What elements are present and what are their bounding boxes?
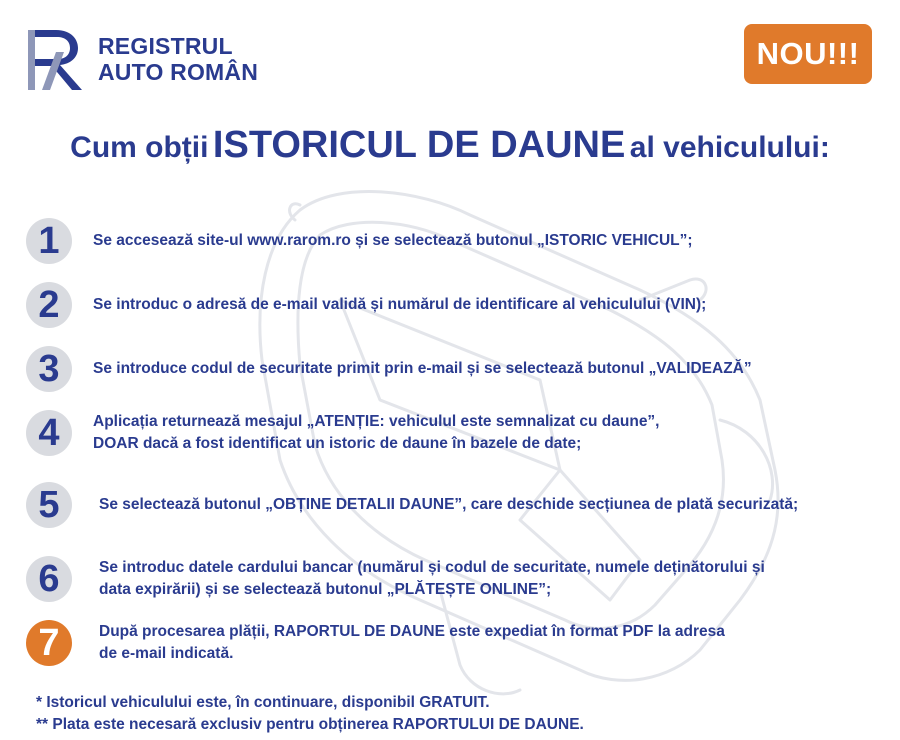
title-suffix: al vehiculului: — [629, 131, 830, 164]
step-number-3: 3 — [26, 346, 72, 392]
step-4 — [26, 410, 886, 456]
step-text-7 — [99, 621, 725, 665]
step-3 — [26, 346, 886, 392]
step-1 — [26, 218, 886, 264]
page-title — [0, 124, 900, 167]
footnote-1: * Istoricul vehiculului este, în continuare, disponibil GRATUIT. — [36, 694, 490, 711]
brand-line-2: AUTO ROMÂN — [98, 59, 259, 85]
step-7-line-2: de e-mail indicată. — [99, 645, 234, 662]
step-number-7: 7 — [26, 620, 72, 666]
step-number-1: 1 — [26, 218, 72, 264]
title-prefix: Cum obții — [70, 131, 209, 164]
step-2-line-1: Se introduc o adresă de e-mail validă și numărul de identificare al vehiculului (VIN); — [93, 296, 707, 313]
step-2 — [26, 282, 886, 328]
step-text-2 — [93, 294, 706, 316]
rar-logo — [26, 24, 286, 94]
step-6-line-2: data expirării) și se selectează butonul „PLĂTEȘTE ONLINE”; — [99, 581, 552, 598]
step-number-2: 2 — [26, 282, 72, 328]
step-3-line-1: Se introduce codul de securitate primit prin e-mail și se selectează butonul „VALIDEAZĂ” — [93, 360, 752, 377]
step-text-5 — [99, 494, 798, 516]
step-4-line-2: DOAR dacă a fost identificat un istoric de daune în bazele de date; — [93, 435, 582, 452]
step-number-6: 6 — [26, 556, 72, 602]
step-text-4 — [93, 411, 660, 455]
rar-monogram-icon — [26, 26, 96, 92]
step-7 — [26, 620, 886, 666]
step-5 — [26, 482, 886, 528]
new-badge: NOU!!! — [744, 24, 872, 84]
footnote-2: ** Plata este necesară exclusiv pentru obținerea RAPORTULUI DE DAUNE. — [36, 716, 584, 733]
step-1-line-1: Se accesează site-ul www.rarom.ro și se selectează butonul „ISTORIC VEHICUL”; — [93, 232, 693, 249]
step-text-3 — [93, 358, 752, 380]
brand-line-1: REGISTRUL — [98, 33, 233, 59]
step-7-line-1: După procesarea plății, RAPORTUL DE DAUNE este expediat în format PDF la adresa — [99, 623, 725, 640]
step-number-5: 5 — [26, 482, 72, 528]
footnotes — [36, 692, 584, 736]
step-4-line-1: Aplicația returnează mesajul „ATENȚIE: vehiculul este semnalizat cu daune”, — [93, 413, 660, 430]
step-text-1 — [93, 230, 693, 252]
title-emphasis: ISTORICUL DE DAUNE — [212, 124, 626, 166]
step-5-line-1: Se selectează butonul „OBȚINE DETALII DAUNE”, care deschide secțiunea de plată securizată; — [99, 496, 799, 513]
step-text-6 — [99, 557, 765, 601]
step-6 — [26, 556, 886, 602]
step-number-4: 4 — [26, 410, 72, 456]
step-6-line-1: Se introduc datele cardului bancar (numărul și codul de securitate, numele deținătorului și — [99, 559, 765, 576]
